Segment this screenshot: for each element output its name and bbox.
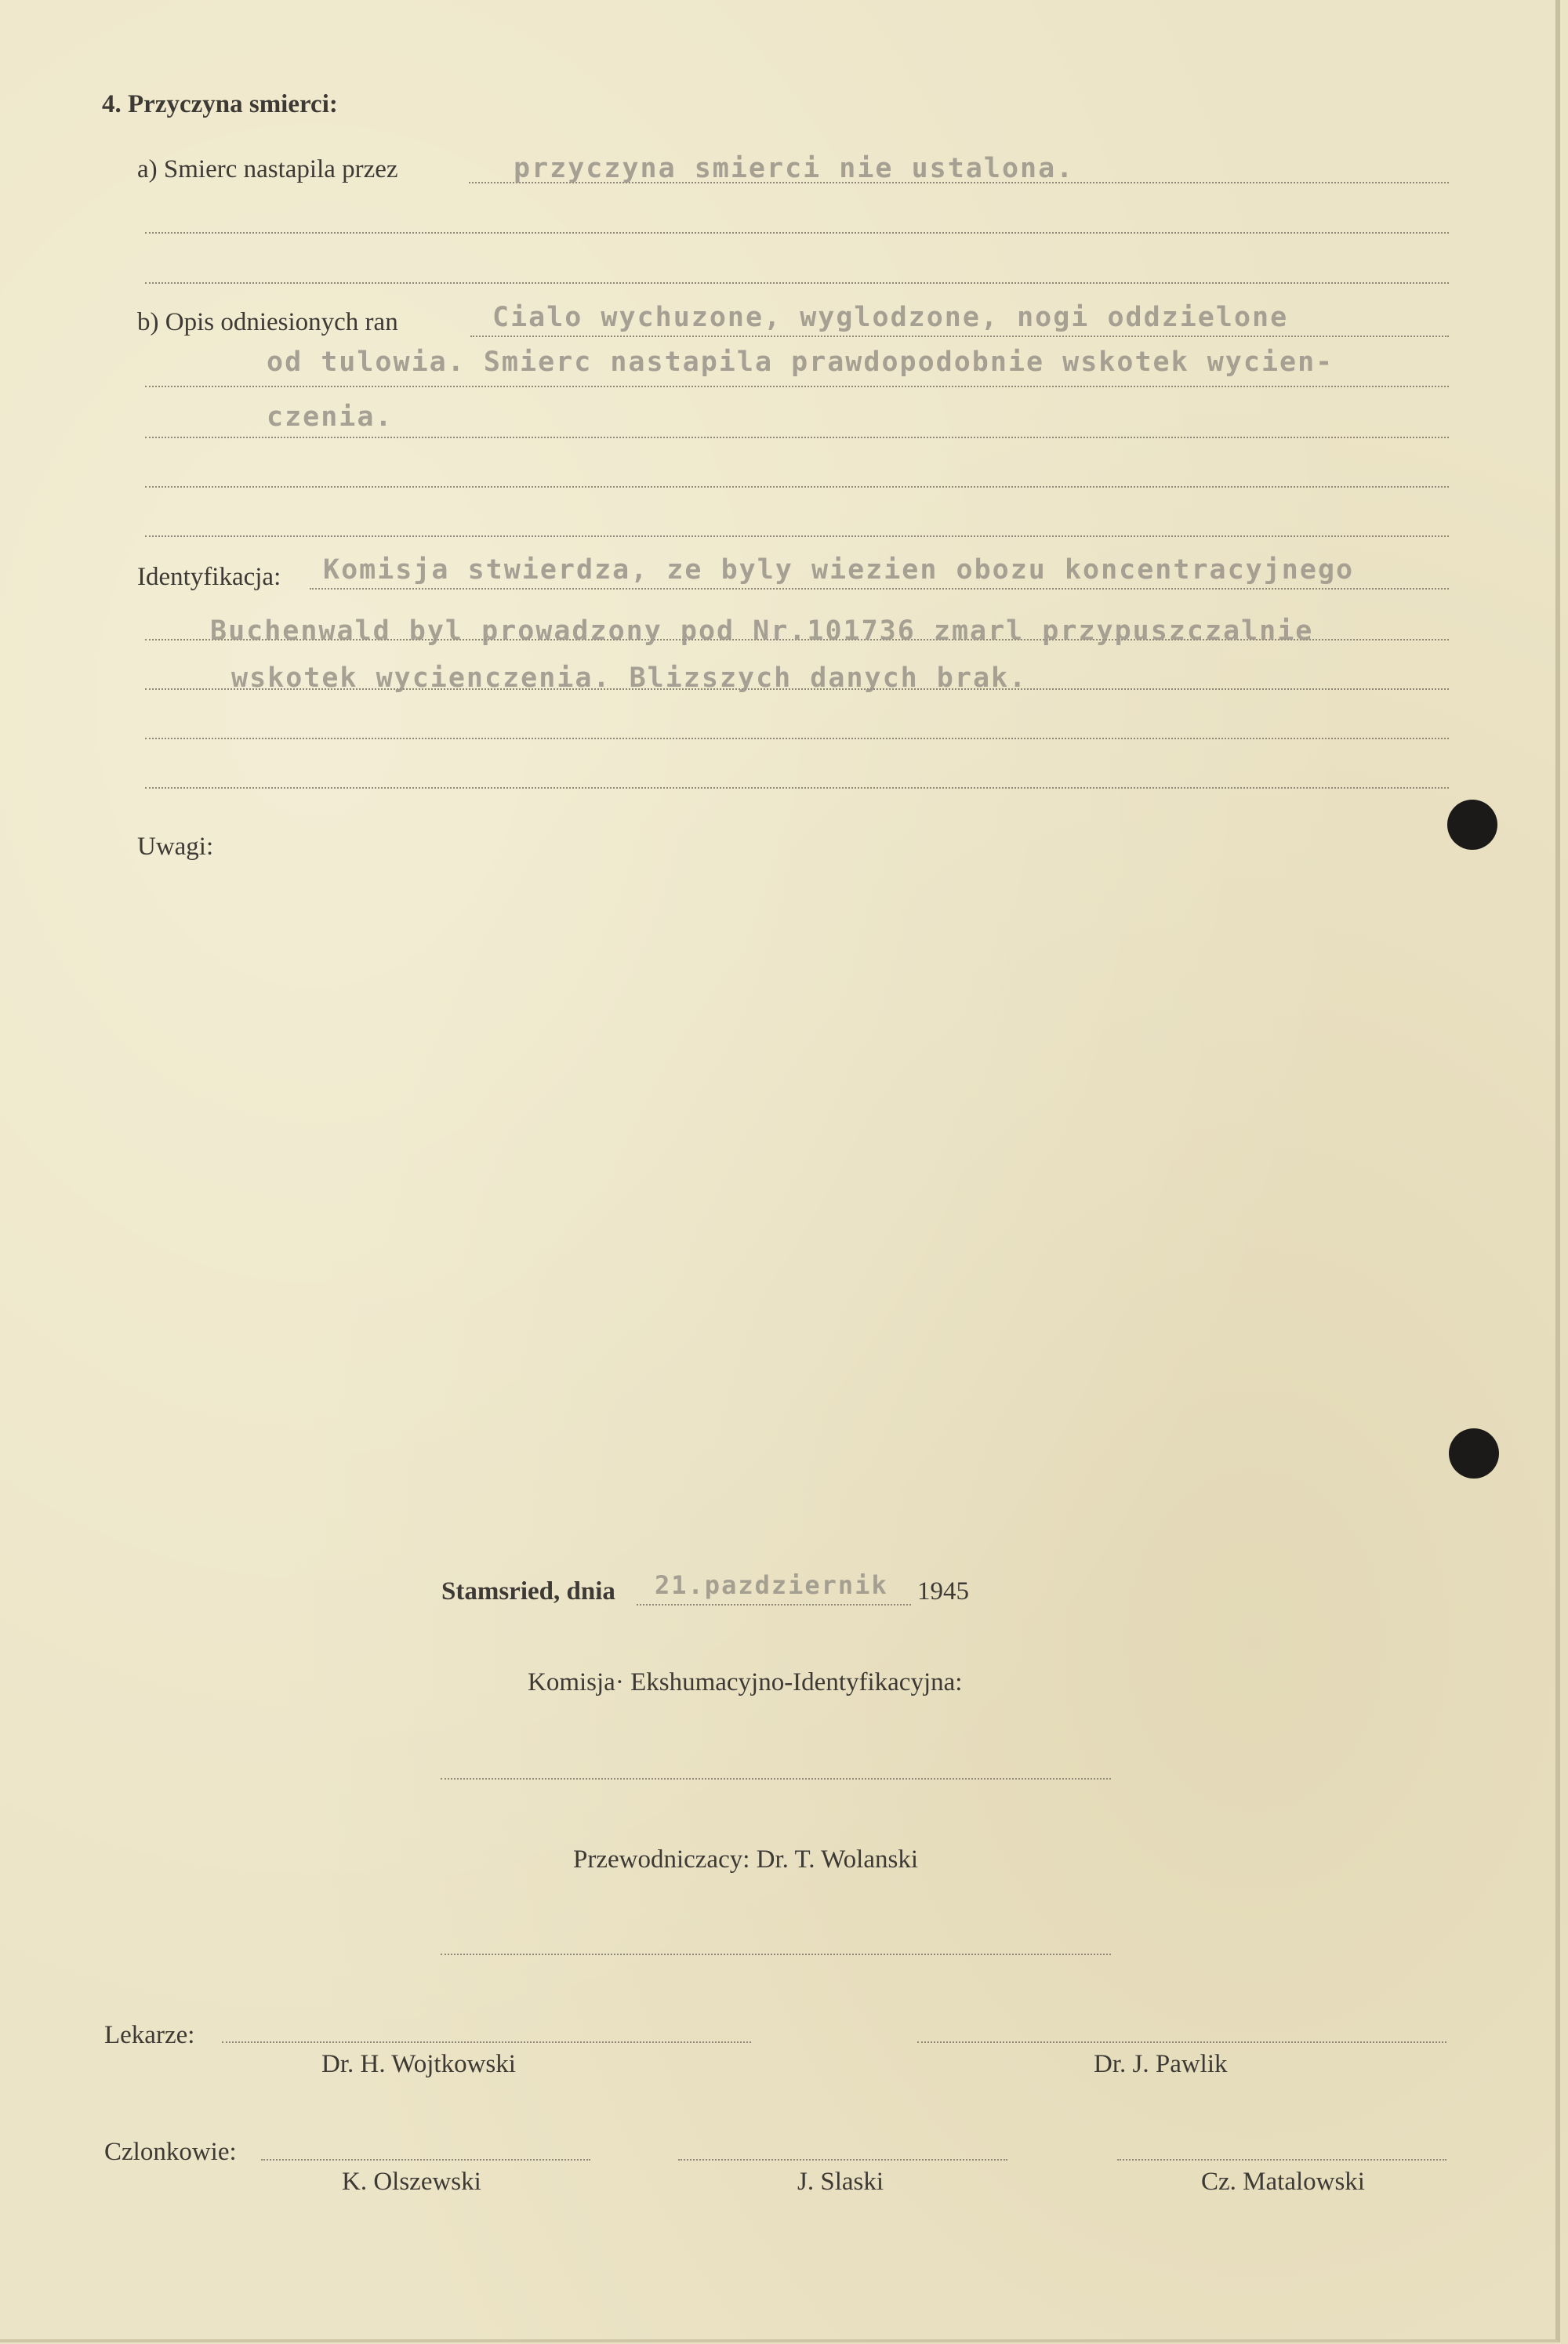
identification-text-1: Komisja stwierdza, ze byly wiezien obozu koncentracyjnego — [323, 554, 1355, 586]
date-year: 1945 — [917, 1577, 969, 1606]
identification-text-3: wskotek wycienczenia. Blizszych danych brak. — [231, 662, 1028, 694]
wounds-text-2: od tulowia. Smierc nastapila prawdopodobnie wskotek wycien- — [267, 347, 1334, 378]
date-line — [637, 1604, 911, 1606]
wounds-text-3: czenia. — [267, 401, 394, 433]
commission-signature-line — [441, 1778, 1111, 1780]
punch-hole-top — [1447, 800, 1497, 850]
blank-line-1 — [145, 232, 1449, 234]
wounds-label: b) Opis odniesionych ran — [137, 308, 398, 336]
doctor-1-signature-line — [222, 2041, 751, 2043]
remarks-label: Uwagi: — [137, 833, 214, 861]
member-1-signature-line — [261, 2159, 590, 2161]
doctors-label: Lekarze: — [104, 2021, 195, 2049]
member-3-signature-line — [1117, 2159, 1446, 2161]
members-label: Czlonkowie: — [104, 2138, 237, 2166]
blank-line-5 — [145, 738, 1449, 739]
blank-line-4 — [145, 535, 1449, 537]
blank-line-3 — [145, 486, 1449, 488]
punch-hole-bottom — [1449, 1428, 1499, 1479]
wounds-line-1 — [470, 336, 1449, 337]
member-3-name: Cz. Matalowski — [1201, 2168, 1365, 2196]
wounds-line-2 — [145, 386, 1449, 387]
member-2-name: J. Slaski — [797, 2168, 884, 2196]
date-typed: 21.pazdziernik — [655, 1570, 888, 1600]
cause-value: przyczyna smierci nie ustalona. — [514, 153, 1075, 184]
doctor-2-name: Dr. J. Pawlik — [1094, 2050, 1228, 2078]
chairman: Przewodniczacy: Dr. T. Wolanski — [573, 1845, 918, 1874]
identification-line-1 — [310, 588, 1449, 590]
place-label: Stamsried, dnia — [441, 1577, 615, 1606]
identification-label: Identyfikacja: — [137, 563, 281, 591]
blank-line-6 — [145, 787, 1449, 789]
blank-line-2 — [145, 282, 1449, 284]
wounds-text-1: Cialo wychuzone, wyglodzone, nogi oddzielone — [492, 302, 1289, 333]
wounds-line-3 — [145, 437, 1449, 438]
commission-title: Komisja· Ekshumacyjno-Identyfikacyjna: — [528, 1668, 963, 1696]
section-title: 4. Przyczyna smierci: — [102, 90, 338, 118]
member-1-name: K. Olszewski — [342, 2168, 481, 2196]
member-2-signature-line — [678, 2159, 1007, 2161]
identification-text-2: Buchenwald byl prowadzony pod Nr.101736 zmarl przypuszczalnie — [210, 615, 1314, 647]
doctor-2-signature-line — [917, 2041, 1446, 2043]
chairman-signature-line — [441, 1954, 1111, 1955]
doctor-1-name: Dr. H. Wojtkowski — [321, 2050, 516, 2078]
cause-label: a) Smierc nastapila przez — [137, 155, 398, 183]
